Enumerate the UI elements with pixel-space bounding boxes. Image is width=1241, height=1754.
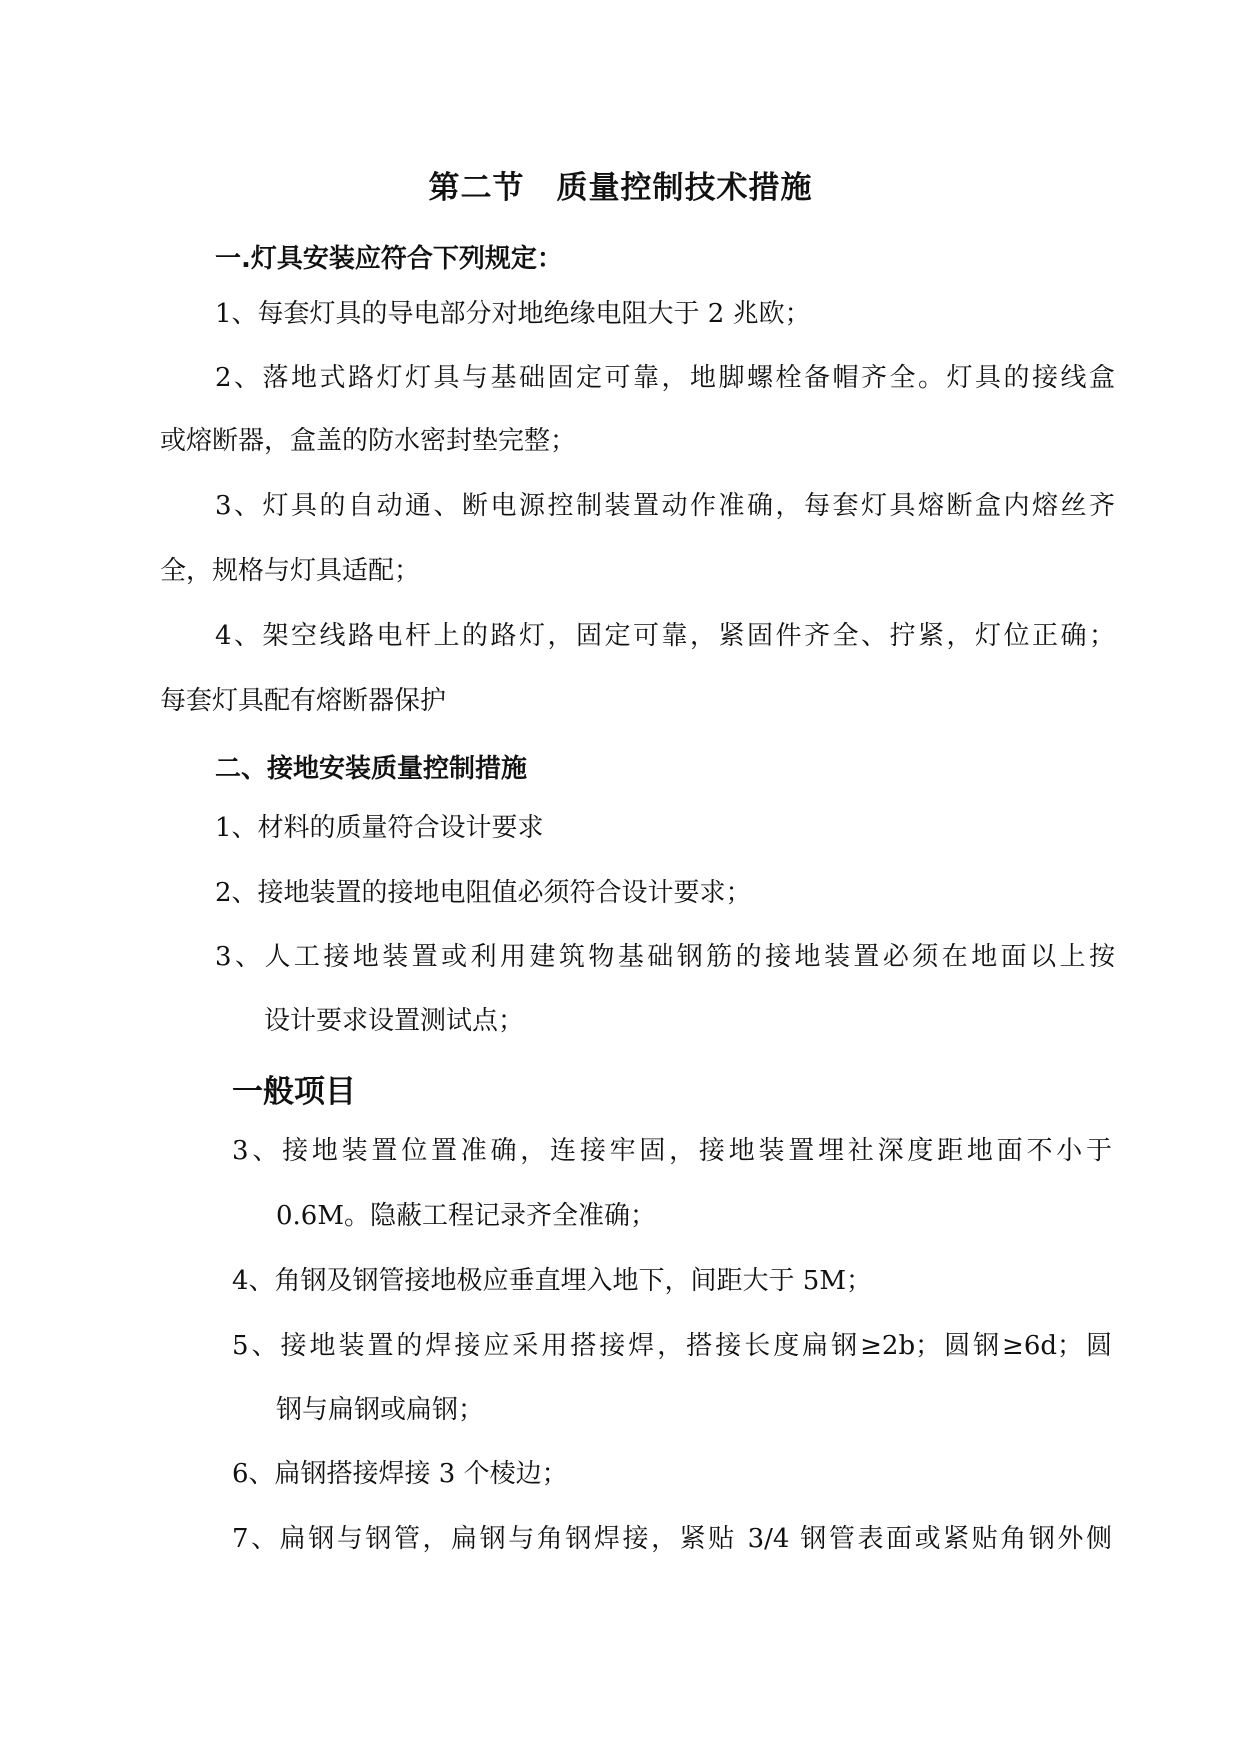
section-heading-grounding: 二、接地安装质量控制措施 <box>215 754 528 784</box>
paragraph-line: 3、灯具的自动通、断电源控制装置动作准确，每套灯具熔断盒内熔丝齐 <box>215 491 1115 521</box>
paragraph-line: 1、材料的质量符合设计要求 <box>215 813 544 843</box>
section-heading-general-items: 一般项目 <box>232 1074 356 1110</box>
paragraph-line: 1、每套灯具的导电部分对地绝缘电阻大于 2 兆欧； <box>215 299 811 329</box>
section-heading-lamp-installation: 一.灯具安装应符合下列规定： <box>215 244 563 274</box>
paragraph-line: 0.6M。隐蔽工程记录齐全准确； <box>276 1201 656 1231</box>
paragraph-line: 全，规格与灯具适配； <box>160 556 421 586</box>
paragraph-line: 每套灯具配有熔断器保护 <box>160 686 447 716</box>
paragraph-line: 设计要求设置测试点； <box>264 1006 525 1036</box>
paragraph-line: 钢与扁钢或扁钢； <box>276 1395 485 1425</box>
paragraph-line: 6、扁钢搭接焊接 3 个棱边； <box>232 1459 568 1489</box>
paragraph-line: 3、人工接地装置或利用建筑物基础钢筋的接地装置必须在地面以上按 <box>215 942 1115 972</box>
paragraph-line: 7、扁钢与钢管，扁钢与角钢焊接，紧贴 3/4 钢管表面或紧贴角钢外侧 <box>232 1524 1112 1554</box>
paragraph-line: 5、接地装置的焊接应采用搭接焊，搭接长度扁钢≥2b；圆钢≥6d；圆 <box>232 1331 1112 1361</box>
paragraph-line: 2、接地装置的接地电阻值必须符合设计要求； <box>215 878 752 908</box>
paragraph-line: 4、角钢及钢管接地极应垂直埋入地下，间距大于 5M； <box>232 1266 872 1296</box>
paragraph-line: 4、架空线路电杆上的路灯，固定可靠，紧固件齐全、拧紧，灯位正确； <box>215 621 1115 651</box>
paragraph-line: 或熔断器，盒盖的防水密封垫完整； <box>160 426 577 456</box>
page-title: 第二节 质量控制技术措施 <box>428 170 813 206</box>
paragraph-line: 3、接地装置位置准确，连接牢固，接地装置埋社深度距地面不小于 <box>232 1136 1112 1166</box>
paragraph-line: 2、落地式路灯灯具与基础固定可靠，地脚螺栓备帽齐全。灯具的接线盒 <box>215 363 1115 393</box>
